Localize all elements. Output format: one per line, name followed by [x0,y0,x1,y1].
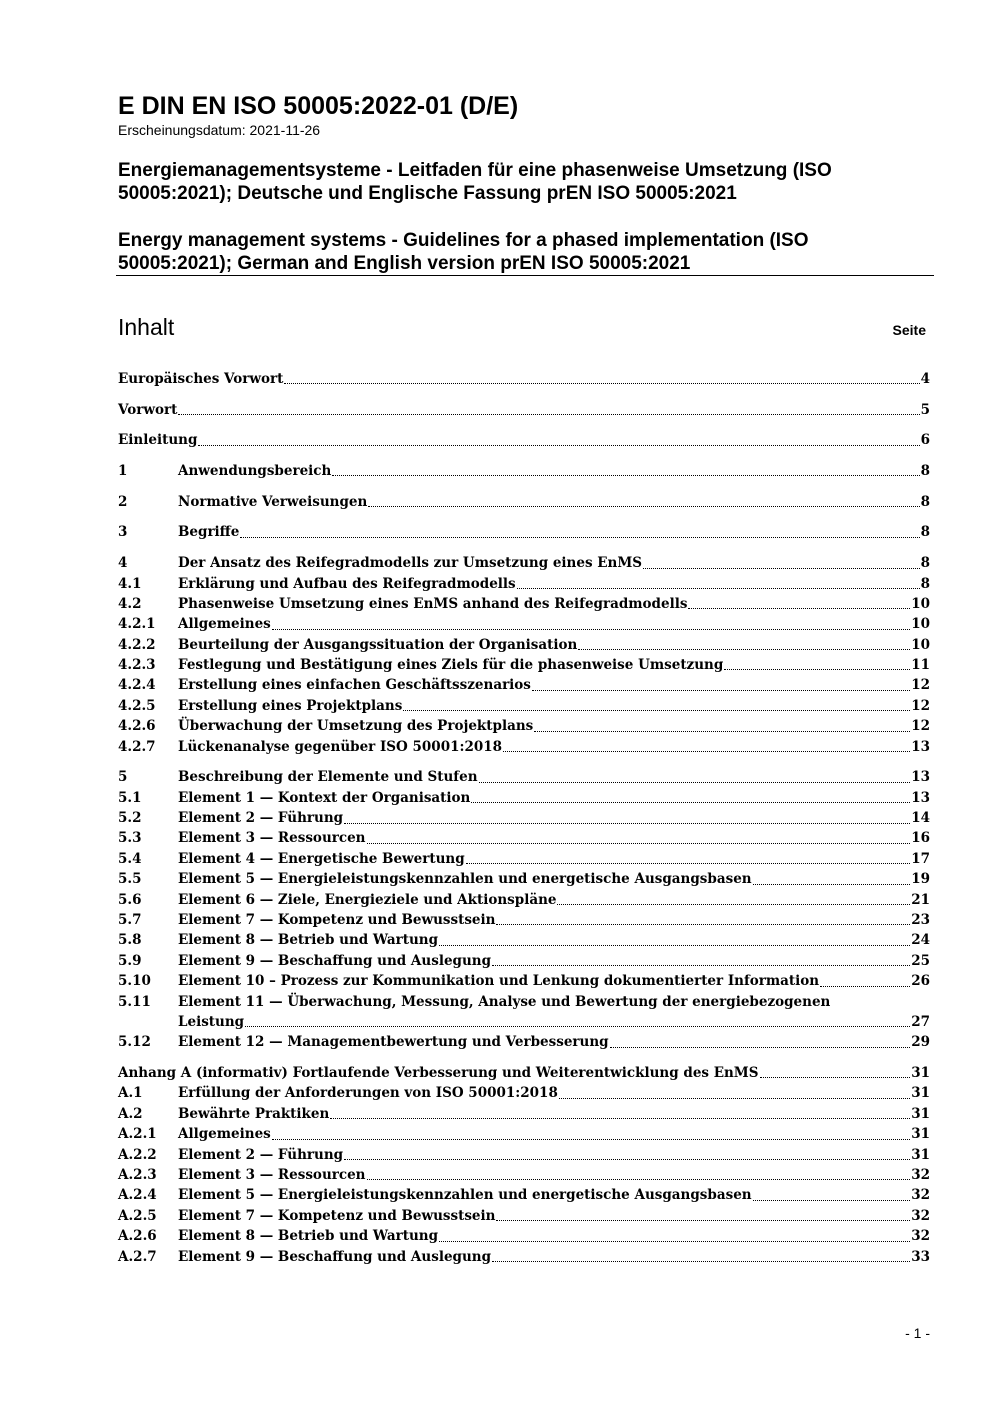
toc-dot-leader [439,1241,910,1242]
toc-entry-number: 5.6 [118,891,142,908]
toc-entry-number: 4.2.3 [118,657,156,674]
toc-entry-page: 6 [920,432,930,449]
toc-entry-page: 11 [911,657,930,674]
toc-entry[interactable] [118,492,930,512]
toc-entry-page: 8 [920,555,930,572]
toc-entry[interactable] [118,1083,930,1103]
toc-entry-title: Europäisches Vorwort [118,370,284,387]
toc-entry[interactable] [118,869,930,889]
toc-dot-leader [284,383,919,384]
toc-entry-number: A.2.4 [118,1187,157,1204]
toc-dot-leader [492,965,910,966]
toc-entry-number: 4.2 [118,595,142,612]
toc-entry-number: A.2.3 [118,1167,157,1184]
toc-entry-page: 23 [911,912,930,929]
toc-entry-page: 13 [911,789,930,806]
toc-entry-title: Element 11 — Überwachung, Messung, Analyse und Bewertung der energiebezogenen [178,993,831,1010]
toc-entry-number: A.2.1 [118,1126,157,1143]
toc-entry-number: 5 [118,769,128,786]
toc-entry[interactable] [118,1247,930,1267]
toc-entry-title: Überwachung der Umsetzung des Projektplans [178,718,534,735]
toc-entry-page: 8 [920,524,930,541]
toc-entry-number: A.2.5 [118,1207,157,1224]
toc-entry-title: Element 1 — Kontext der Organisation [178,789,471,806]
toc-dot-leader [643,568,920,569]
toc-entry-title: Der Ansatz des Reifegradmodells zur Umsetzung eines EnMS [178,555,643,572]
toc-entry[interactable] [118,635,930,655]
toc-entry-title: Anhang A (informativ) Fortlaufende Verbesserung und Weiterentwicklung des EnMS [118,1065,759,1082]
toc-entry-number: 5.9 [118,952,142,969]
toc-dot-leader [367,843,911,844]
toc-entry-number: 4 [118,555,128,572]
toc-dot-leader [330,1118,910,1119]
toc-entry-title: Beschreibung der Elemente und Stufen [178,769,478,786]
toc-dot-leader [610,1047,911,1048]
toc-dot-leader [559,1098,910,1099]
toc-entry-title: Anwendungsbereich [178,463,332,480]
toc-entry-page: 27 [911,1014,930,1030]
toc-entry-page: 10 [911,616,930,633]
toc-entry-title: Element 6 — Ziele, Energieziele und Aktionspläne [178,891,557,908]
toc-entry-number: 4.2.7 [118,738,156,755]
toc-dot-leader [724,669,910,670]
toc-entry[interactable] [118,890,930,910]
toc-entry-page: 31 [911,1065,930,1082]
toc-entry-page: 8 [920,575,930,592]
toc-entry-title: Beurteilung der Ausgangssituation der Organisation [178,636,578,653]
toc-dot-leader [344,1159,910,1160]
toc-entry[interactable] [118,951,930,971]
toc-entry[interactable] [118,1226,930,1246]
toc-entry-title: Element 8 — Betrieb und Wartung [178,1228,439,1245]
toc-entry[interactable] [118,849,930,869]
toc-entry[interactable] [118,675,930,695]
toc-dot-leader [198,445,919,446]
toc-dot-leader [492,1261,910,1262]
toc-dot-leader [496,1220,910,1221]
toc-entry-number: 4.2.6 [118,718,156,735]
toc-entry-number: A.2.6 [118,1228,157,1245]
toc-entry-page: 13 [911,738,930,755]
toc-entry-page: 31 [911,1085,930,1102]
toc-entry-number: 5.7 [118,912,142,929]
toc-dot-leader [368,506,919,507]
toc-entry-page: 14 [911,810,930,827]
toc-entry-title: Erstellung eines Projektplans [178,697,403,714]
toc-entry-page: 19 [911,871,930,888]
toc-entry-number: 5.10 [118,973,151,990]
toc-entry-page: 31 [911,1146,930,1163]
toc-entry-title: Element 9 — Beschaffung und Auslegung [178,1248,492,1265]
title-german: Energiemanagementsysteme - Leitfaden für eine phasenweise Umsetzung (ISO 50005:2021); Deutsche und Englische Fassung prEN ISO 50005:2021 [118,160,832,204]
toc-entry-number: 4.2.5 [118,697,156,714]
toc-entry-title: Festlegung und Bestätigung eines Ziels für die phasenweise Umsetzung [178,657,724,674]
toc-entry-page: 26 [911,973,930,990]
toc-entry-title: Allgemeines [178,616,271,633]
toc-entry-page: 21 [911,891,930,908]
toc-entry-title: Phasenweise Umsetzung eines EnMS anhand des Reifegradmodells [178,595,688,612]
toc-entry-number: 5.3 [118,830,142,847]
toc-entry[interactable] [118,1145,930,1165]
toc-entry-number: A.2.7 [118,1248,157,1265]
toc-page-column-label: Seite [892,322,926,338]
toc-dot-leader [439,945,910,946]
toc-entry-page: 33 [911,1248,930,1265]
toc-dot-leader [503,751,910,752]
toc-dot-leader [479,782,911,783]
toc-dot-leader [557,904,910,905]
toc-entry-title: Allgemeines [178,1126,271,1143]
toc-entry[interactable] [118,1124,930,1144]
toc-entry-page: 25 [911,952,930,969]
toc-entry-page: 4 [920,370,930,387]
toc-dot-leader [367,1179,911,1180]
toc-entry-page: 12 [911,718,930,735]
toc-entry-title-continued: Leistung [178,1014,245,1030]
toc-entry-number: 5.12 [118,1034,151,1051]
toc-dot-leader [688,608,910,609]
toc-entry-page: 17 [911,850,930,867]
toc-entry[interactable] [118,461,930,481]
toc-dot-leader [240,537,919,538]
publication-date: Erscheinungsdatum: 2021-11-26 [118,122,321,138]
toc-entry-number: 5.4 [118,850,142,867]
toc-entry[interactable] [118,614,930,634]
toc-entry-title: Erfüllung der Anforderungen von ISO 50001:2018 [178,1085,558,1102]
toc-entry-page: 31 [911,1105,930,1122]
toc-entry[interactable] [118,400,930,420]
toc-dot-leader [820,986,910,987]
toc-entry[interactable] [118,930,930,950]
toc-entry-page: 10 [911,595,930,612]
toc-entry-page: 24 [911,932,930,949]
toc-entry[interactable] [118,1032,930,1052]
toc-entry-page: 32 [911,1207,930,1224]
toc-entry[interactable] [118,767,930,787]
toc-entry-number: 4.1 [118,575,142,592]
toc-entry[interactable] [118,594,930,614]
toc-entry[interactable] [118,992,930,1033]
toc-entry-page: 32 [911,1187,930,1204]
toc-entry-page: 8 [920,463,930,480]
toc-entry[interactable] [118,1063,930,1083]
toc-entry-number: 5.5 [118,871,142,888]
toc-entry[interactable] [118,1165,930,1185]
toc-entry-title: Element 8 — Betrieb und Wartung [178,932,439,949]
header-divider [116,275,934,276]
toc-entry-number: 5.1 [118,789,142,806]
toc-entry-page: 32 [911,1228,930,1245]
toc-dot-leader [272,629,910,630]
toc-entry[interactable] [118,1104,930,1124]
toc-entry-number: A.2.2 [118,1146,157,1163]
toc-entry-page: 13 [911,769,930,786]
toc-entry-number: 4.2.1 [118,616,156,633]
toc-dot-leader [496,924,910,925]
toc-entry-number: 3 [118,524,128,541]
toc-dot-leader [760,1077,911,1078]
toc-entry-title: Element 4 — Energetische Bewertung [178,850,465,867]
toc-entry[interactable] [118,574,930,594]
toc-entry-title: Element 2 — Führung [178,810,344,827]
toc-entry-number: 5.2 [118,810,142,827]
toc-entry[interactable] [118,553,930,573]
table-of-contents [118,369,930,1267]
toc-entry-title: Element 2 — Führung [178,1146,344,1163]
toc-entry[interactable] [118,716,930,736]
toc-entry-number: 5.11 [118,993,151,1010]
toc-entry-number: 1 [118,463,128,480]
toc-entry-title: Element 12 — Managementbewertung und Verbesserung [178,1034,609,1051]
toc-entry-title: Element 10 – Prozess zur Kommunikation und Lenkung dokumentierter Information [178,973,820,990]
toc-entry-title: Element 7 — Kompetenz und Bewusstsein [178,1207,496,1224]
toc-entry-number: 5.8 [118,932,142,949]
toc-entry-title: Begriffe [178,524,240,541]
toc-entry-title: Vorwort [118,401,178,418]
toc-entry-page: 32 [911,1167,930,1184]
toc-dot-leader [753,884,911,885]
toc-entry-title: Element 7 — Kompetenz und Bewusstsein [178,912,496,929]
page-number: - 1 - [905,1325,930,1341]
toc-entry[interactable] [118,696,930,716]
toc-entry-number: 2 [118,493,128,510]
toc-dot-leader [753,1200,911,1201]
toc-entry-title: Element 5 — Energieleistungskennzahlen und energetische Ausgangsbasen [178,871,752,888]
toc-entry[interactable] [118,430,930,450]
toc-dot-leader [178,414,919,415]
toc-entry[interactable] [118,655,930,675]
toc-entry-page: 29 [911,1034,930,1051]
toc-entry[interactable] [118,808,930,828]
toc-entry-number: A.1 [118,1085,143,1102]
toc-entry-title: Element 3 — Ressourcen [178,830,366,847]
toc-entry-title: Element 5 — Energieleistungskennzahlen und energetische Ausgangsbasen [178,1187,752,1204]
toc-dot-leader [532,690,910,691]
toc-entry-title: Erstellung eines einfachen Geschäftsszenarios [178,677,531,694]
toc-entry-page: 31 [911,1126,930,1143]
toc-entry-title: Erklärung und Aufbau des Reifegradmodells [178,575,516,592]
toc-dot-leader [272,1139,910,1140]
toc-dot-leader [403,710,910,711]
toc-entry-title: Element 9 — Beschaffung und Auslegung [178,952,492,969]
toc-dot-leader [534,731,910,732]
toc-dot-leader [466,863,911,864]
toc-entry-page: 12 [911,677,930,694]
toc-entry-number: 4.2.2 [118,636,156,653]
toc-entry-page: 16 [911,830,930,847]
toc-entry[interactable] [118,1185,930,1205]
toc-entry-title: Einleitung [118,432,198,449]
toc-dot-leader [245,1026,910,1027]
toc-entry[interactable] [118,369,930,389]
toc-dot-leader [517,588,920,589]
toc-entry-title: Normative Verweisungen [178,493,368,510]
toc-entry-title: Lückenanalyse gegenüber ISO 50001:2018 [178,738,503,755]
toc-entry-page: 8 [920,493,930,510]
title-english: Energy management systems - Guidelines for a phased implementation (ISO 50005:2021); German and English version prEN ISO 50005:2021 [118,230,809,274]
toc-entry[interactable] [118,1206,930,1226]
toc-entry[interactable] [118,788,930,808]
toc-dot-leader [344,823,910,824]
toc-entry-title: Element 3 — Ressourcen [178,1167,366,1184]
toc-dot-leader [578,649,910,650]
toc-entry[interactable] [118,522,930,542]
toc-entry-number: A.2 [118,1105,143,1122]
toc-entry[interactable] [118,829,930,849]
toc-entry-page: 10 [911,636,930,653]
toc-entry[interactable] [118,737,930,757]
document-id: E DIN EN ISO 50005:2022-01 (D/E) [118,92,519,120]
toc-entry-page: 5 [920,401,930,418]
toc-entry-title: Bewährte Praktiken [178,1105,330,1122]
toc-dot-leader [332,475,919,476]
toc-entry[interactable] [118,971,930,991]
toc-entry-number: 4.2.4 [118,677,156,694]
toc-entry-page: 12 [911,697,930,714]
toc-entry[interactable] [118,910,930,930]
toc-dot-leader [471,802,910,803]
toc-heading: Inhalt [118,314,175,340]
